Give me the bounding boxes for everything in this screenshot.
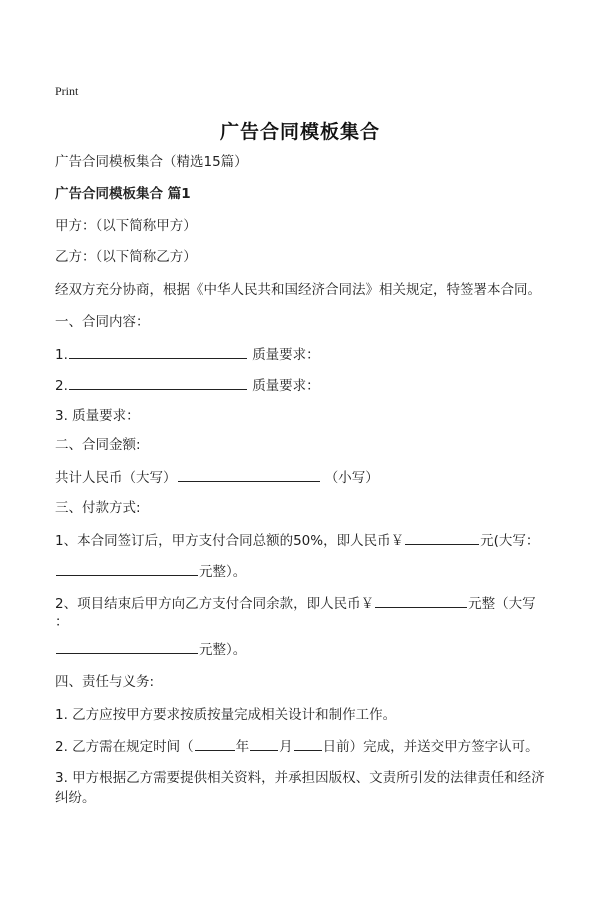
item-2-blank[interactable] xyxy=(69,375,247,390)
duty-3-line-1: 3. 甲方根据乙方需要提供相关资料，并承担因版权、文责所引发的法律责任和经济 xyxy=(55,770,545,786)
item-2-line xyxy=(55,375,320,396)
amount-prefix: 共计人民币（大写） xyxy=(55,470,177,486)
heading-duties: 四、责任与义务: xyxy=(55,674,155,690)
amount-suffix: （小写） xyxy=(324,470,379,486)
duty-2-line xyxy=(55,736,539,757)
amount-line xyxy=(55,467,379,488)
item-2-prefix: 2. xyxy=(55,378,68,394)
payment-2-line xyxy=(55,593,536,614)
payment-2-prefix: 2、项目结束后甲方向乙方支付合同余款，即人民币￥ xyxy=(55,596,375,612)
item-1-suffix: 质量要求： xyxy=(252,347,320,363)
item-2-suffix: 质量要求： xyxy=(252,378,320,394)
duty-2-prefix: 2. 乙方需在规定时间（ xyxy=(55,739,194,755)
payment-2-colon: ： xyxy=(55,614,69,630)
intro-paragraph: 经双方充分协商，根据《中华人民共和国经济合同法》相关规定，特签署本合同。 xyxy=(55,282,541,298)
amount-blank[interactable] xyxy=(178,467,320,482)
payment-1-continued xyxy=(55,561,246,582)
print-label: Print xyxy=(55,84,79,98)
heading-contract-content: 一、合同内容： xyxy=(55,314,150,330)
item-1-line xyxy=(55,344,320,365)
heading-payment-method: 三、付款方式: xyxy=(55,500,141,516)
payment-1-amount-blank[interactable] xyxy=(405,530,479,545)
payment-2-mid: 元整（大写 xyxy=(468,596,536,612)
heading-contract-amount: 二、合同金额: xyxy=(55,437,141,453)
payment-2-amount-blank[interactable] xyxy=(375,593,467,608)
payment-2-end: 元整）。 xyxy=(199,642,247,658)
payment-2-continued xyxy=(55,639,246,660)
duty-1-line: 1. 乙方应按甲方要求按质按量完成相关设计和制作工作。 xyxy=(55,707,397,723)
duty-2-year: 年 xyxy=(235,739,250,755)
payment-1-mid: 元(大写： xyxy=(480,533,540,549)
payment-1-words-blank[interactable] xyxy=(56,561,198,576)
payment-2-words-blank[interactable] xyxy=(56,639,198,654)
duty-3-line-2: 纠纷。 xyxy=(55,790,96,806)
duty-2-day-blank[interactable] xyxy=(294,736,322,751)
page-title: 广告合同模板集合 xyxy=(219,121,380,143)
duty-2-month-blank[interactable] xyxy=(250,736,278,751)
party-b-line: 乙方：（以下简称乙方） xyxy=(55,249,197,265)
item-1-prefix: 1. xyxy=(55,347,68,363)
duty-2-day: 日前）完成，并送交甲方签字认可。 xyxy=(322,739,539,755)
item-3-line: 3. 质量要求： xyxy=(55,408,140,424)
item-1-blank[interactable] xyxy=(69,344,247,359)
duty-2-month: 月 xyxy=(279,739,293,755)
party-a-line: 甲方：（以下简称甲方） xyxy=(55,218,197,234)
payment-1-prefix: 1、本合同签订后，甲方支付合同总额的50%，即人民币￥ xyxy=(55,533,405,549)
document-subtitle: 广告合同模板集合（精选15篇） xyxy=(55,154,248,170)
section-heading: 广告合同模板集合 篇1 xyxy=(55,186,191,202)
duty-2-year-blank[interactable] xyxy=(195,736,235,751)
payment-1-end: 元整）。 xyxy=(199,564,247,580)
payment-1-line xyxy=(55,530,539,551)
